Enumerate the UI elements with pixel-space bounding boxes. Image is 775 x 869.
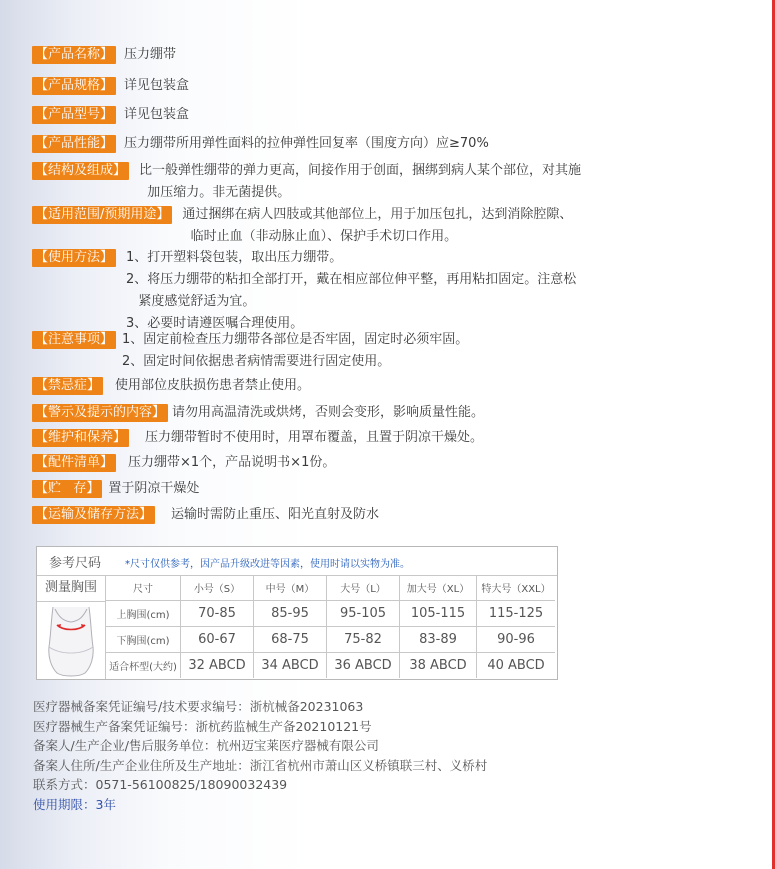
spec-label: 【禁忌症】	[32, 377, 103, 395]
address: 备案人住所/生产企业住所及生产地址：浙江省杭州市萧山区义桥镇联三村、义桥村	[33, 757, 488, 773]
torso-figure-icon	[45, 607, 97, 677]
size-table-header: 加大号（XL）	[400, 575, 477, 601]
spec-label: 【配件清单】	[32, 454, 116, 472]
contact: 联系方式：0571-56100825/18090032439	[33, 777, 288, 792]
size-chart-note: *尺寸仅供参考，因产品升级改进等因素，使用时请以实物为准。	[125, 559, 410, 570]
size-table	[105, 575, 555, 678]
size-table-header: 特大号（XXL）	[477, 575, 556, 601]
size-table-header: 大号（L）	[327, 575, 400, 601]
spec-row-scope	[32, 206, 572, 248]
size-chart-header	[37, 547, 557, 576]
size-chart-title: 参考尺码	[49, 556, 102, 571]
spec-label: 【结构及组成】	[32, 162, 129, 180]
spec-text: 详见包装盒	[124, 78, 190, 93]
row-label: 上胸围(cm)	[106, 601, 181, 627]
table-cell: 60-67	[181, 627, 254, 653]
table-cell: 95-105	[327, 601, 400, 627]
spec-text: 压力绷带×1个，产品说明书×1份。	[128, 455, 336, 470]
spec-text: 通过捆绑在病人四肢或其他部位上，用于加压包扎，达到消除腔隙、 临时止血（非动脉止血）、保护手术切口作用。	[182, 207, 573, 244]
spec-row-warnings	[32, 404, 484, 424]
spec-text: 1、固定前检查压力绷带各部位是否牢固，固定时必须牢固。 2、固定时间依据患者病情需要进行固定使用。	[122, 332, 469, 369]
spec-text: 置于阴凉干燥处	[108, 481, 200, 496]
table-row	[106, 653, 556, 679]
size-chart	[36, 546, 558, 680]
spec-text: 使用部位皮肤损伤患者禁止使用。	[115, 378, 311, 393]
spec-label: 【贮 存】	[32, 480, 102, 498]
size-table-header: 中号（M）	[254, 575, 327, 601]
spec-label: 【产品规格】	[32, 77, 116, 95]
table-cell: 90-96	[477, 627, 556, 653]
table-cell: 38 ABCD	[400, 653, 477, 679]
filing-number: 医疗器械备案凭证编号/技术要求编号：浙杭械备20231063	[33, 699, 364, 714]
manufacturer: 备案人/生产企业/售后服务单位：杭州迈宝莱医疗器械有限公司	[33, 738, 379, 753]
table-cell: 75-82	[327, 627, 400, 653]
spec-row-spec	[32, 77, 189, 97]
spec-label: 【运输及储存方法】	[32, 506, 155, 524]
spec-row-storage	[32, 480, 199, 500]
spec-row-performance	[32, 135, 489, 155]
spec-row-structure	[32, 162, 581, 204]
spec-text: 运输时需防止重压、阳光直射及防水	[171, 507, 380, 522]
table-cell: 83-89	[400, 627, 477, 653]
table-cell: 105-115	[400, 601, 477, 627]
size-table-header: 尺寸	[106, 575, 181, 601]
validity-period: 使用期限：3年	[33, 796, 116, 812]
table-cell: 36 ABCD	[327, 653, 400, 679]
table-cell: 40 ABCD	[477, 653, 556, 679]
table-row	[106, 601, 556, 627]
spec-row-transport	[32, 506, 379, 526]
table-cell: 115-125	[477, 601, 556, 627]
spec-row-contraindications	[32, 377, 310, 397]
table-cell: 34 ABCD	[254, 653, 327, 679]
spec-row-model	[32, 106, 189, 126]
measure-title: 测量胸围	[37, 575, 105, 602]
spec-label: 【产品性能】	[32, 135, 116, 153]
spec-label: 【使用方法】	[32, 249, 116, 267]
registration-info	[33, 697, 487, 814]
spec-row-cautions	[32, 331, 468, 373]
spec-label: 【产品名称】	[32, 46, 116, 64]
production-filing-number: 医疗器械生产备案凭证编号：浙杭药监械生产备20210121号	[33, 718, 372, 734]
table-cell: 32 ABCD	[181, 653, 254, 679]
spec-row-accessories	[32, 454, 335, 474]
spec-text: 压力绷带	[124, 47, 177, 62]
spec-row-maintenance	[32, 429, 483, 449]
row-label: 下胸围(cm)	[106, 627, 181, 653]
size-table-header: 小号（S）	[181, 575, 254, 601]
table-cell: 70-85	[181, 601, 254, 627]
spec-row-name	[32, 46, 176, 66]
spec-text: 1、打开塑料袋包装，取出压力绷带。 2、将压力绷带的粘扣全部打开，戴在相应部位伸平整，再用粘扣固定。注意松 紧度感觉舒适为宜。 3、必要时请遵医嘱合理使用。	[126, 250, 577, 331]
table-cell: 85-95	[254, 601, 327, 627]
spec-label: 【注意事项】	[32, 331, 116, 349]
spec-text: 压力绷带暂时不使用时，用罩布覆盖，且置于阴凉干燥处。	[145, 430, 484, 445]
spec-label: 【产品型号】	[32, 106, 116, 124]
spec-text: 请勿用高温清洗或烘烤，否则会变形，影响质量性能。	[172, 405, 485, 420]
spec-label: 【维护和保养】	[32, 429, 129, 447]
spec-label: 【适用范围/预期用途】	[32, 206, 172, 224]
spec-text: 比一般弹性绷带的弹力更高，间接作用于创面，捆绑到病人某个部位，对其施 加压缩力。非无菌提供。	[139, 163, 582, 200]
spec-text: 压力绷带所用弹性面料的拉伸弹性回复率（围度方向）应≥70%	[124, 136, 489, 151]
measure-column	[37, 575, 106, 679]
row-label: 适合杯型(大约)	[106, 653, 181, 679]
size-table-header-row	[106, 575, 556, 601]
table-row	[106, 627, 556, 653]
table-cell: 68-75	[254, 627, 327, 653]
spec-label: 【警示及提示的内容】	[32, 404, 168, 422]
spec-text: 详见包装盒	[124, 107, 190, 122]
spec-row-usage	[32, 249, 576, 335]
